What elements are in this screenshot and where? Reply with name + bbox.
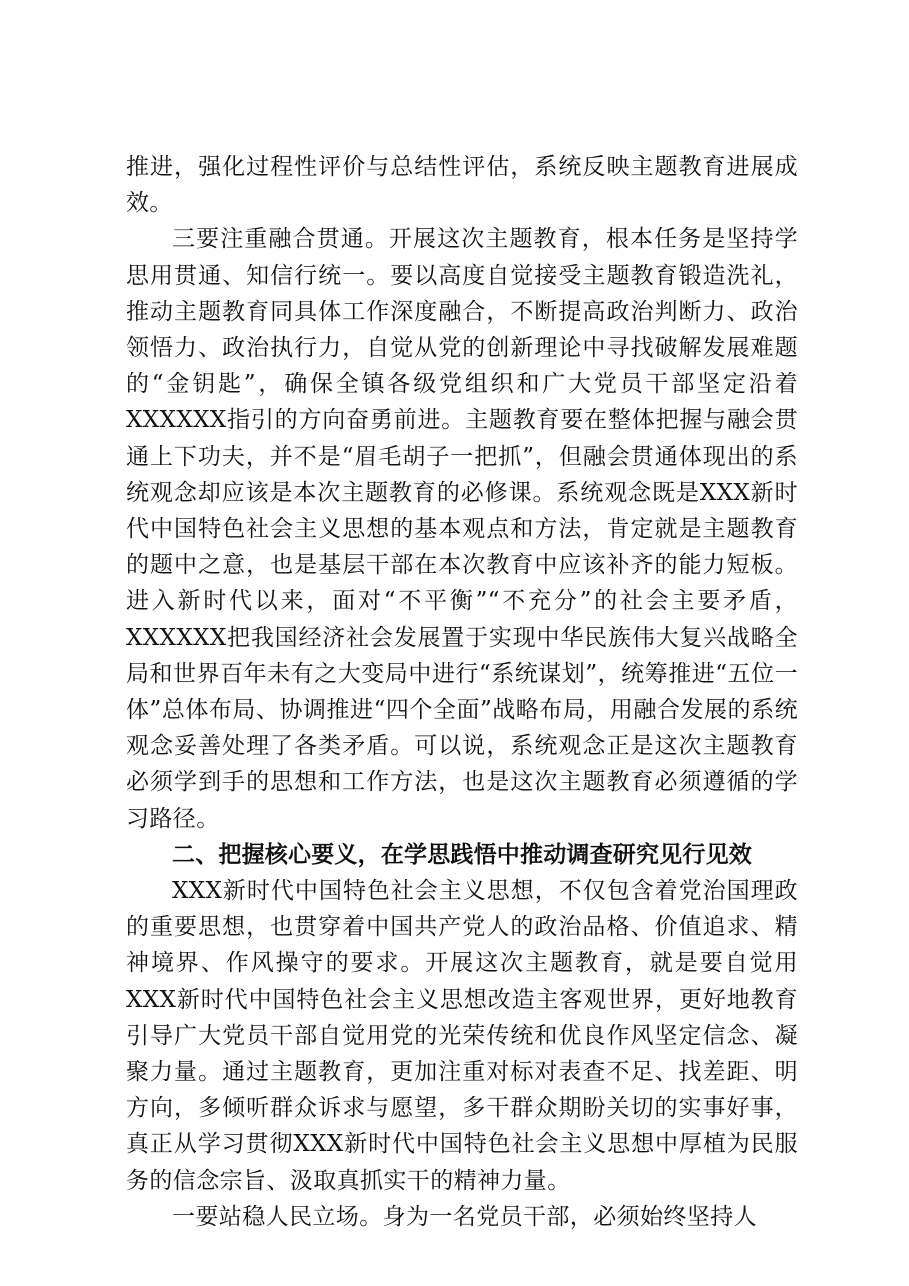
paragraph-core-meaning: XXX新时代中国特色社会主义思想，不仅包含着党治国理政的重要思想，也贯穿着中国共产党人的政治品格、价值追求、精神境界、作风操守的要求。开展这次主题教育，就是要自觉用XXX新时代中国特色社会主义思想改造主客观世界，更好地教育引导广大党员干部自觉用党的光荣传统和优良作风坚定信念、凝聚力量。通过主题教育，更加注重对标对表查不足、找差距、明方向，多倾听群众诉求与愿望，多干群众期盼关切的实事好事，真正从学习贯彻XXX新时代中国特色社会主义思想中厚植为民服务的信念宗旨、汲取真抓实干的精神力量。: [126, 878, 798, 1194]
section-heading: 二、把握核心要义，在学思践悟中推动调查研究见行见效: [172, 840, 752, 868]
paragraph-integration: 三要注重融合贯通。开展这次主题教育，根本任务是坚持学思用贯通、知信行统一。要以高度自觉接受主题教育锻造洗礼，推动主题教育同具体工作深度融合，不断提高政治判断力、政治领悟力、政治执行力，自觉从党的创新理论中寻找破解发展难题的“金钥匙”，确保全镇各级党组织和广大党员干部坚定沿着XXXXXX指引的方向奋勇前进。主题教育要在整体把握与融会贯通上下功夫，并不是“眉毛胡子一把抓”，但融会贯通体现出的系统观念却应该是本次主题教育的必修课。系统观念既是XXX新时代中国特色社会主义思想的基本观点和方法，肯定就是主题教育的题中之意，也是基层干部在本次教育中应该补齐的能力短板。进入新时代以来，面对“不平衡”“不充分”的社会主要矛盾，XXXXXX把我国经济社会发展置于实现中华民族伟大复兴战略全局和世界百年未有之大变局中进行“系统谋划”，统筹推进“五位一体”总体布局、协调推进“四个全面”战略布局，用融合发展的系统观念妥善处理了各类矛盾。可以说，系统观念正是这次主题教育必须学到手的思想和工作方法，也是这次主题教育必须遵循的学习路径。: [126, 226, 798, 832]
document-body: [126, 149, 798, 1235]
paragraph-people-stance: 一要站稳人民立场。身为一名党员干部，必须始终坚持人: [172, 1203, 757, 1230]
paragraph-continuation: 推进，强化过程性评价与总结性评估，系统反映主题教育进展成效。: [126, 154, 798, 217]
